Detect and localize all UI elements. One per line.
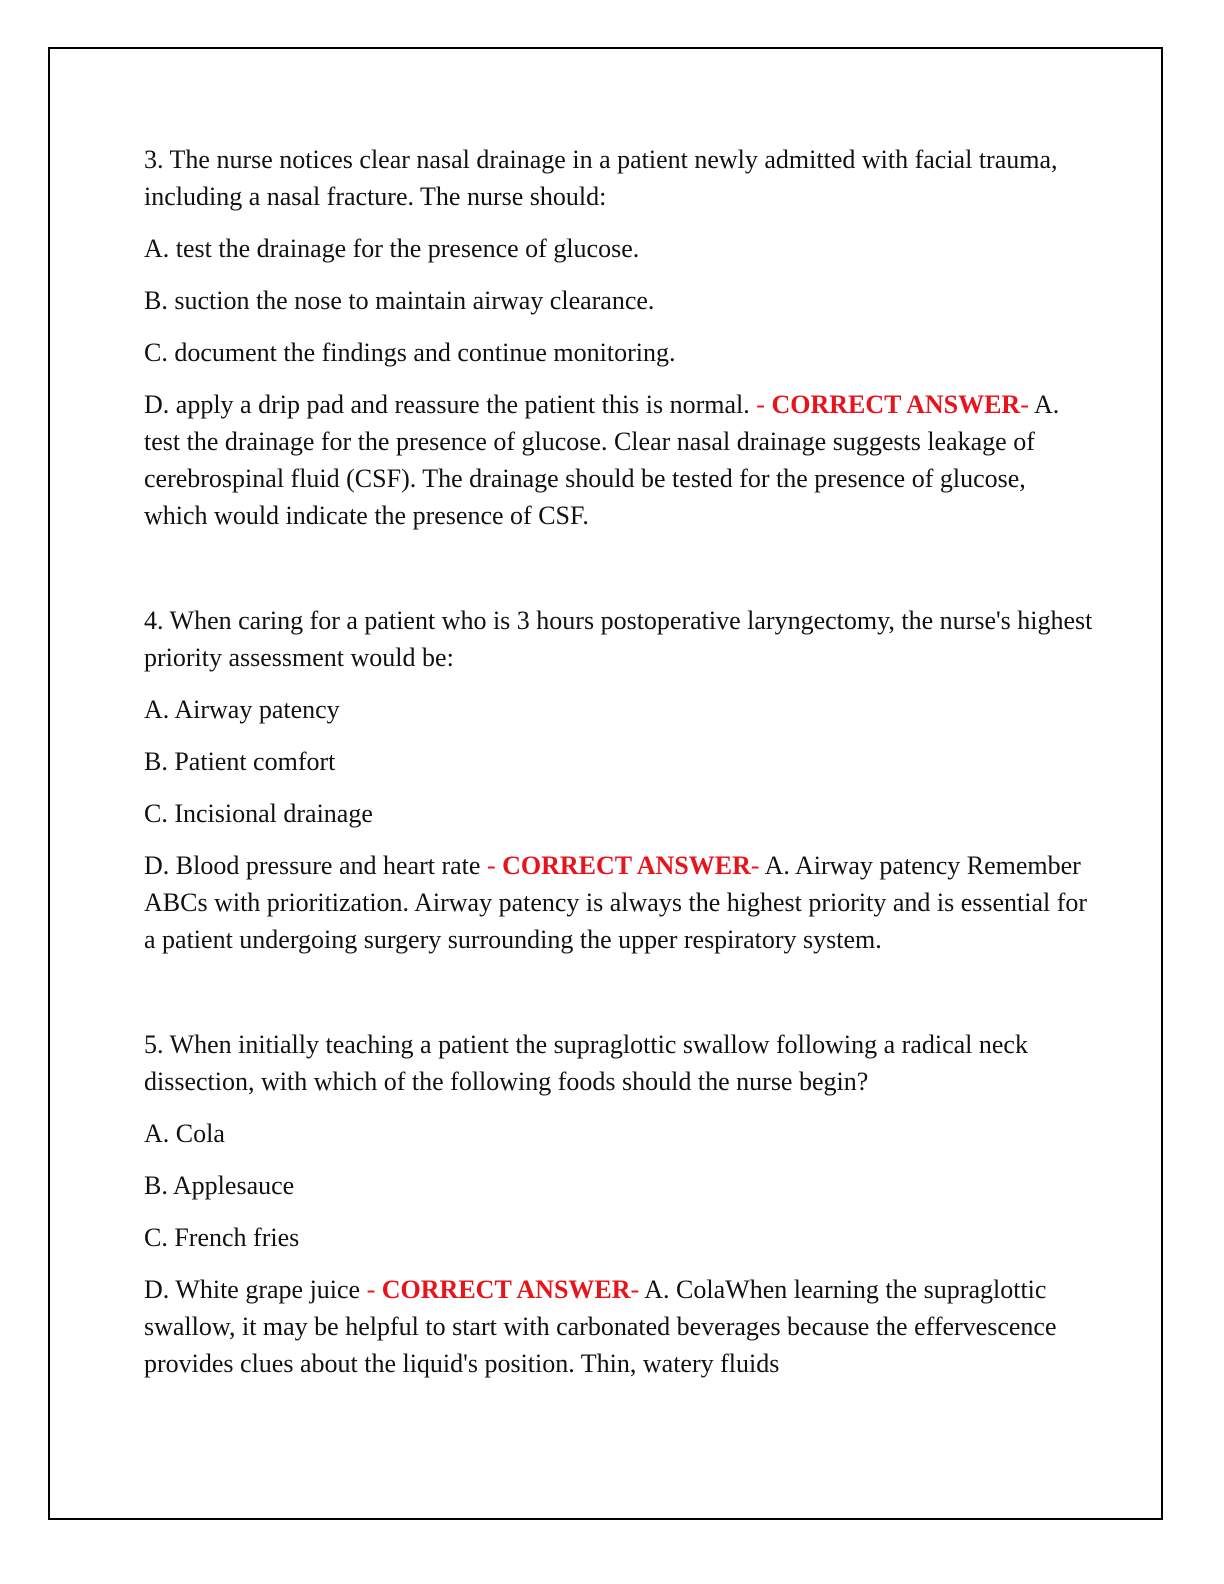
document-page (48, 47, 1163, 1520)
option-d: D. apply a drip pad and reassure the patient this is normal. (144, 390, 750, 419)
answer-explanation: A. ColaWhen learning the supraglottic swallow, it may be helpful to start with carbonated beverages because the effervescence provides clues about the liquid's position. Thin, watery fluids (144, 1275, 1057, 1378)
correct-answer-label: - CORRECT ANSWER- (749, 390, 1029, 419)
question-block (144, 141, 1094, 534)
option-d: D. White grape juice (144, 1275, 361, 1304)
option-c: C. document the findings and continue monitoring. (144, 338, 676, 367)
question-stem: 3. The nurse notices clear nasal drainage in a patient newly admitted with facial trauma, including a nasal fracture. The nurse should: (144, 145, 1058, 211)
question-block (144, 602, 1094, 958)
question-block (144, 1026, 1094, 1382)
correct-answer-label: - CORRECT ANSWER- (480, 851, 760, 880)
option-b: B. Patient comfort (144, 747, 336, 776)
option-d: D. Blood pressure and heart rate (144, 851, 481, 880)
option-a: A. Cola (144, 1119, 225, 1148)
option-b: B. suction the nose to maintain airway clearance. (144, 286, 655, 315)
correct-answer-label: - CORRECT ANSWER- (360, 1275, 640, 1304)
option-c: C. French fries (144, 1223, 300, 1252)
answer-explanation: A. test the drainage for the presence of glucose. Clear nasal drainage suggests leakage of cerebrospinal fluid (CSF). The drainage should be tested for the presence of glucose, which would indicate the presence of CSF. (144, 390, 1060, 530)
option-d-with-answer (144, 847, 1094, 958)
question-stem: 4. When caring for a patient who is 3 hours postoperative laryngectomy, the nurse's highest priority assessment would be: (144, 606, 1093, 672)
option-d-with-answer (144, 386, 1094, 534)
option-b: B. Applesauce (144, 1171, 295, 1200)
option-c: C. Incisional drainage (144, 799, 373, 828)
answer-explanation: A. Airway patency Remember ABCs with prioritization. Airway patency is always the highest priority and is essential for a patient undergoing surgery surrounding the upper respiratory system. (144, 851, 1088, 954)
option-a: A. test the drainage for the presence of glucose. (144, 234, 640, 263)
option-d-with-answer (144, 1271, 1094, 1382)
option-a: A. Airway patency (144, 695, 340, 724)
question-stem: 5. When initially teaching a patient the supraglottic swallow following a radical neck dissection, with which of the following foods should the nurse begin? (144, 1030, 1028, 1096)
page-content (144, 141, 1094, 1450)
